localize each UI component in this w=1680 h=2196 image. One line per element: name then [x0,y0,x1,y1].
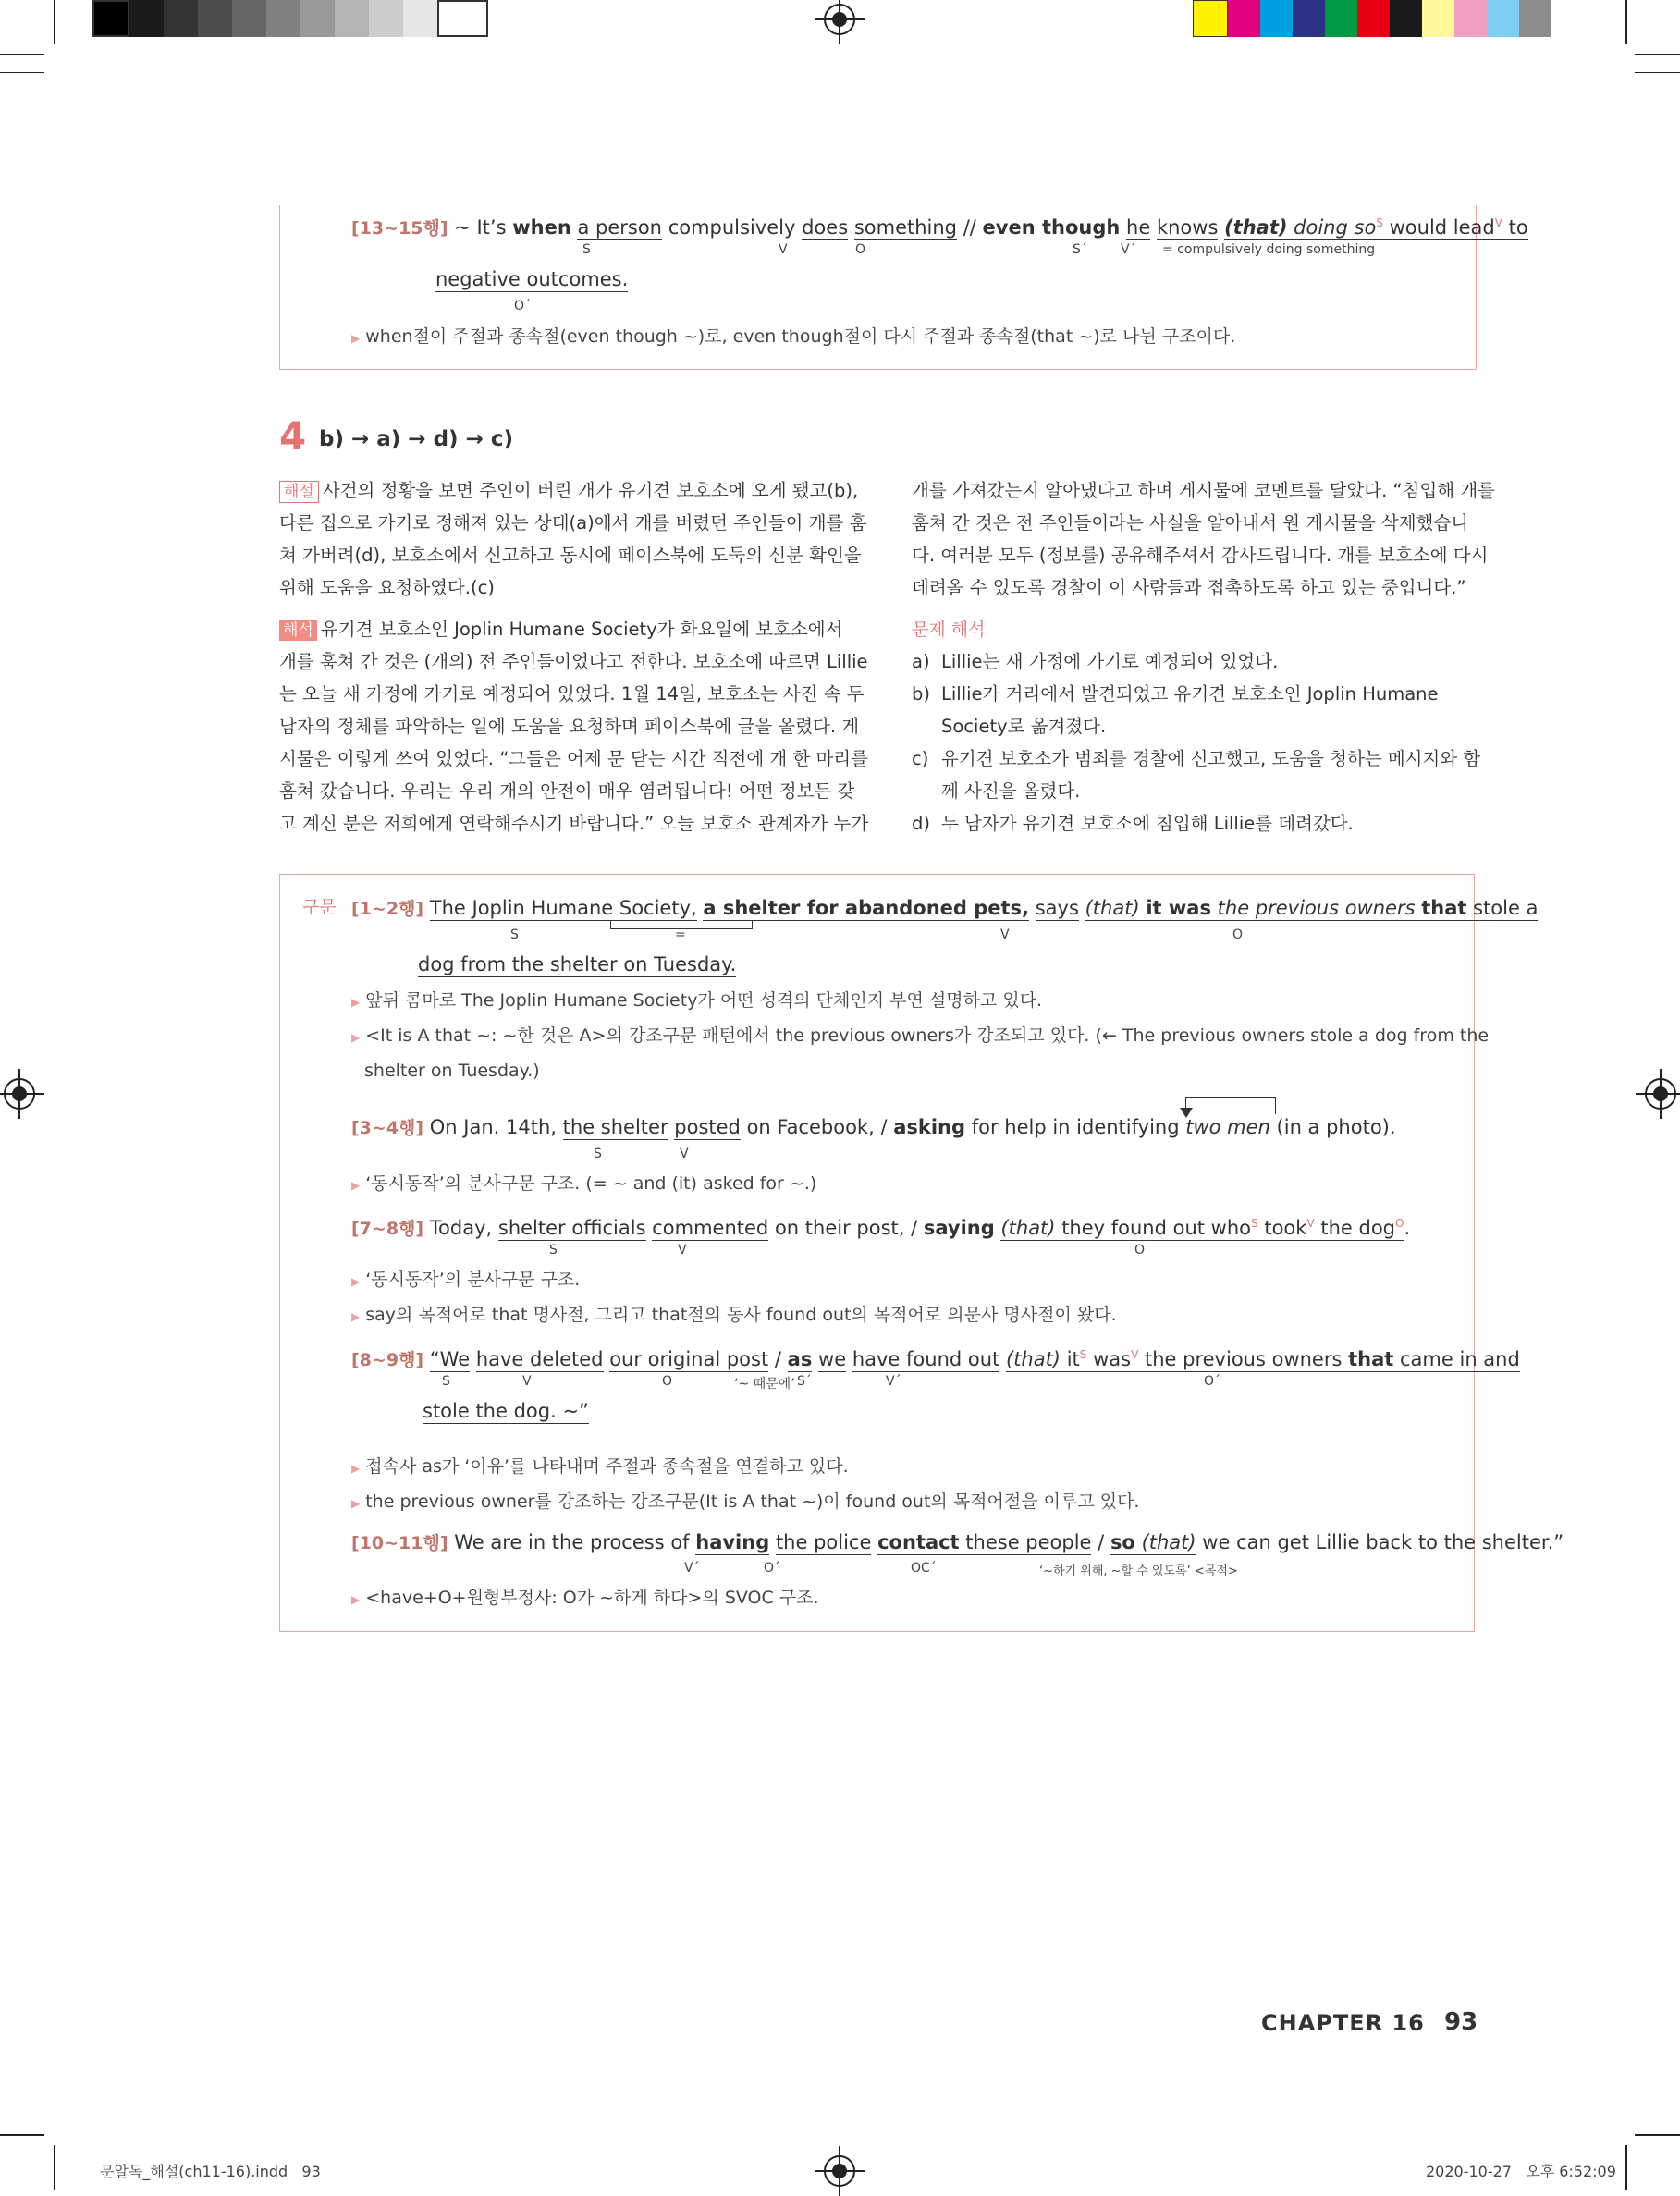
label-o-prime: O´ [764,1561,781,1576]
text-part: on Facebook, / [746,1116,888,1138]
text-part: (that) [1085,897,1140,919]
syntax-note-2: ▶ ‘동시동작’의 분사구문 구조. (= ~ and (it) asked for ~.) [351,1173,817,1194]
text-part: / [1098,1531,1105,1553]
text-part: was [1093,1348,1132,1370]
label-eq: = [675,927,686,942]
text-line: 남자의 정체를 파악하는 일에 도움을 요청하며 페이스북에 글을 올렸다. 게 [279,716,860,737]
text-part: it was [1146,897,1211,919]
label-o-prime: O´ [514,299,532,313]
label-v: V [522,1374,532,1389]
text-line: 훔쳐 간 것은 전 주인들이라는 사실을 알아내서 원 게시물을 삭제했습니 [912,512,1469,534]
crop-mark [0,54,44,55]
text-part: that [1348,1348,1394,1370]
question-answer: b) → a) → d) → c) [319,427,513,451]
text-line: 는 오늘 새 가정에 가기로 예정되어 있었다. 1월 14일, 보호소는 사진 속 두 [279,683,865,705]
translation-tag: 해석 [279,620,317,641]
crop-mark [1635,72,1680,73]
text-part: came in and [1400,1348,1520,1370]
eq-note: = compulsively doing something [1162,242,1376,257]
verb-part: have found out [852,1348,1000,1370]
syntax-sentence-4 [351,1339,1520,1376]
choice-text: Lillie는 새 가정에 가기로 예정되어 있었다. [941,651,1279,672]
object-part: the police [775,1531,872,1553]
label-s-prime: S´ [797,1374,812,1389]
choice-text: 두 남자가 유기견 보호소에 침입해 Lillie를 데려갔다. [941,813,1354,834]
registration-mark-icon [824,4,855,35]
label-purpose: ‘~하기 위해, ~할 수 있도록’ <목적> [1039,1564,1238,1578]
object-part: negative outcomes. [435,268,629,290]
text-part: that [1421,897,1467,919]
syntax-sentence-3 [351,1208,1410,1245]
text-part: We are in the process of [454,1531,690,1553]
label-because: ‘~ 때문에’ [734,1377,795,1392]
note-text: when절이 주절과 종속절(even though ~)로, even though절이 다시 주절과 종속절(that ~)로 나뉜 구조이다. [365,326,1236,347]
text-part: two men [1185,1116,1270,1138]
text-part: (that) [1224,216,1288,239]
subject-part: we [818,1348,847,1370]
text-part: even though [982,216,1121,239]
explanation-block [279,474,867,604]
note-text: 접속사 as가 ‘이유’를 나타내며 주절과 종속절을 연결하고 있다. [365,1456,849,1477]
text-part: stole a [1473,897,1539,919]
crop-mark [54,0,55,44]
text-part: the previous owners [1217,897,1416,919]
explanation-tag: 해설 [279,481,319,503]
crop-mark [1625,0,1627,44]
registration-mark-icon [824,2155,855,2187]
line-ref: [10~11행] [351,1533,448,1553]
text-line: 고 계신 분은 저희에게 연락해주시기 바랍니다.” 오늘 보호소 관계자가 누가 [279,813,869,834]
sup-label: V [1494,216,1502,229]
note-text: shelter on Tuesday.) [364,1061,540,1081]
text-part: (that) [1141,1531,1196,1553]
syntax-notes-1: ▶ 앞뒤 콤마로 The Joplin Humane Society가 어떤 성격의 단체인지 부연 설명하고 있다. ▶ <It is A that ~: ~한 것은 A>의 강조구문 패턴에서 the previous owners가 강조되고 있다. (← The previous owners stole a dog from the shelter on Tuesday.) [351,984,1461,1087]
translation-block [279,613,869,840]
appositive-part: a shelter for abandoned pets, [703,897,1030,919]
syntax-sentence-1-cont [418,949,736,980]
sup-label: O [1395,1217,1404,1230]
choices-title: 문제 해석 [912,620,986,640]
label-o: O [1134,1243,1146,1257]
crop-mark [1635,2134,1680,2136]
text-part: (in a photo). [1276,1116,1396,1138]
text-part: on their post, / [774,1217,918,1239]
syntax-sentence-5 [351,1527,1564,1559]
sup-label: V [1306,1217,1315,1230]
subject-part: a person [577,216,662,239]
text-part: the dog [1320,1217,1395,1239]
prev-syntax-note: ▶ when절이 주절과 종속절(even though ~)로, even though절이 다시 주절과 종속절(that ~)로 나뉜 구조이다. [351,326,1236,347]
label-o: O [855,242,866,257]
file-name: 문알독_해설(ch11-16).indd 93 [100,2163,321,2180]
syntax-sentence-2 [351,1111,1396,1144]
text-line: 시물은 이렇게 쓰여 있었다. “그들은 어제 문 닫는 시간 직전에 개 한 마리를 [279,748,868,769]
text-part: ~ It’s [454,216,507,239]
line-ref: [3~4행] [351,1118,424,1138]
syntax-notes-3: ▶ ‘동시동작’의 분사구문 구조. ▶ say의 목적어로 that 명사절, 그리고 that절의 동사 found out의 목적어로 의문사 명사절이 왔다. [351,1270,1117,1325]
sup-label: S [1376,216,1383,229]
note-text: say의 목적어로 that 명사절, 그리고 that절의 동사 found out의 목적어로 의문사 명사절이 왔다. [365,1305,1117,1325]
text-part: saying [923,1217,995,1239]
text-part: (that) [1005,1348,1061,1370]
text-part: . [1404,1217,1411,1239]
object-part: something [853,216,958,239]
label-v-prime: V´ [1121,242,1136,257]
text-part: On Jan. 14th, [429,1116,557,1138]
label-v: V [680,1147,689,1161]
label-oc-prime: OC´ [911,1561,937,1576]
label-s: S [510,927,519,942]
text-line: 개를 가져갔는지 알아냈다고 하며 게시물에 코멘트를 달았다. “침입해 개를 [912,480,1495,501]
text-part: it [1066,1348,1080,1370]
verb-part: having [695,1531,770,1553]
verb-part: says [1035,897,1079,919]
text-part: contact [877,1531,960,1553]
subject-part: “We [429,1348,471,1370]
text-line: 쳐 가버려(d), 보호소에서 신고하고 동시에 페이스북에 도둑의 신분 확인을 [279,545,862,566]
crop-mark [0,2134,44,2136]
choice-key: d) [912,813,930,834]
label-o: O [1232,927,1244,942]
subject-part: he [1126,216,1151,239]
text-part: stole the dog. ~” [423,1400,589,1422]
subject-part: The Joplin Humane Society, [429,897,697,919]
text-part: (that) [1000,1217,1056,1239]
label-s: S [594,1147,602,1161]
text-part: when [512,216,571,239]
text-part: took [1264,1217,1307,1239]
choice-item-cont: 께 사진을 올렸다. [941,780,1081,802]
prev-syntax-line1 [351,207,1528,244]
text-line: 유기견 보호소인 Joplin Humane Society가 화요일에 보호소에서 [320,619,843,640]
sup-label: S [1251,1217,1258,1230]
text-part: to [1508,216,1528,239]
chapter-label: CHAPTER 16 [1261,2010,1425,2036]
registration-mark-icon [4,1078,35,1110]
text-part: asking [893,1116,966,1138]
verb-part: have deleted [475,1348,604,1370]
syntax-label: 구문 [302,897,337,917]
crop-mark [1635,54,1680,55]
label-v: V [1000,927,1010,942]
label-s: S [442,1374,450,1389]
note-text: the previous owner를 강조하는 강조구문(It is A that ~)이 found out의 목적어절을 이루고 있다. [365,1491,1140,1512]
text-part: the previous owners [1145,1348,1343,1370]
text-line: 사건의 정황을 보면 주인이 버린 개가 유기견 보호소에 오게 됐고(b), [322,480,859,501]
note-text: ‘동시동작’의 분사구문 구조. (= ~ and (it) asked for ~.) [365,1173,817,1194]
label-v-prime: V´ [684,1561,700,1576]
choice-item [912,678,1476,710]
subject-part: the shelter [562,1116,668,1138]
text-part: they found out who [1061,1217,1252,1239]
text-part: Today, [429,1217,493,1239]
syntax-sentence-1 [351,892,1538,925]
text-part: would lead [1389,216,1495,239]
text-part: / [774,1348,781,1370]
subject-part: shelter officials [497,1217,646,1239]
verb-part: commented [652,1217,769,1239]
note-text: ‘동시동작’의 분사구문 구조. [365,1270,581,1290]
choice-item-cont: Society로 옮겨졌다. [941,716,1107,737]
text-part: compulsively [668,216,796,239]
text-part: these people [965,1531,1092,1553]
sup-label: V [1131,1348,1139,1361]
choice-key: a) [912,651,930,672]
line-ref: [8~9행] [351,1350,424,1370]
label-v: V [779,242,788,257]
text-part: doing so [1294,216,1377,239]
syntax-notes-4: ▶ 접속사 as가 ‘이유’를 나타내며 주절과 종속절을 연결하고 있다. ▶ the previous owner를 강조하는 강조구문(It is A that ~)이 found out의 목적어절을 이루고 있다. [351,1456,1140,1512]
conjunction-part: as [787,1348,813,1370]
line-ref: [13~15행] [351,218,448,239]
note-text: 앞뒤 콤마로 The Joplin Humane Society가 어떤 성격의 단체인지 부연 설명하고 있다. [365,990,1043,1011]
translation-continued [912,474,1495,604]
choices-list [912,645,1481,840]
print-date: 2020-10-27 오후 6:52:09 [1426,2163,1616,2180]
object-part: dog from the shelter on Tuesday. [418,953,737,975]
label-o: O [662,1374,673,1389]
choice-text: 유기견 보호소가 범죄를 경찰에 신고했고, 도움을 청하는 메시지와 함 [941,748,1481,769]
text-part: so [1110,1531,1135,1553]
line-ref: [1~2행] [351,899,424,919]
text-line: 데려올 수 있도록 경찰이 이 사람들과 접촉하도록 하고 있는 중입니다.” [912,577,1466,598]
label-s-prime: S´ [1073,242,1087,257]
choice-item [912,645,1476,678]
text-part: for help in identifying [971,1116,1180,1138]
text-line: 다른 집으로 가기로 정해져 있는 상태(a)에서 개를 버렸던 주인들이 개를 훔 [279,512,867,534]
text-line: 개를 훔쳐 간 것은 (개의) 전 주인들이었다고 전한다. 보호소에 따르면 Lillie [279,651,868,672]
crop-mark [54,2145,55,2190]
question-number: 4 [279,413,307,459]
note-text: <have+O+원형부정사: O가 ~하게 하다>의 SVOC 구조. [365,1588,819,1608]
text-part: we can get Lillie back to the shelter.” [1202,1531,1564,1553]
verb-part: posted [674,1116,741,1138]
text-part: // [963,216,976,239]
note-text: <It is A that ~: ~한 것은 A>의 강조구문 패턴에서 the previous owners가 강조되고 있다. (← The previous owners stole a dog from the [365,1025,1490,1046]
label-v-prime: V´ [886,1374,901,1389]
text-line: 훔쳐 갔습니다. 우리는 우리 개의 안전이 매우 염려됩니다! 어떤 정보든 갖 [279,780,855,802]
syntax-sentence-4-cont [423,1395,589,1427]
object-part: our original post [609,1348,769,1370]
crop-mark [1625,2145,1627,2190]
text-line: 위해 도움을 요청하였다.(c) [279,577,495,598]
label-v: V [678,1243,687,1257]
label-s: S [582,242,591,257]
label-s: S [549,1243,558,1257]
line-ref: [7~8행] [351,1219,424,1239]
crop-mark [0,72,44,73]
verb-part: does [802,216,849,239]
text-line: 다. 여러분 모두 (정보를) 공유해주셔서 감사드립니다. 개를 보호소에 다시 [912,545,1489,566]
verb-part: knows [1156,216,1219,239]
choice-key: c) [912,748,929,769]
page-number: 93 [1444,2008,1478,2036]
choice-key: b) [912,683,930,705]
registration-mark-icon [1645,1078,1676,1110]
choice-item [912,742,1481,775]
choice-item [912,807,1476,840]
label-o-prime: O´ [1204,1374,1221,1389]
syntax-note-5: ▶ <have+O+원형부정사: O가 ~하게 하다>의 SVOC 구조. [351,1588,819,1608]
choice-text: Lillie가 거리에서 발견되었고 유기견 보호소인 Joplin Humane [941,683,1439,705]
prev-syntax-line2 [435,264,628,295]
sup-label: S [1079,1348,1087,1361]
